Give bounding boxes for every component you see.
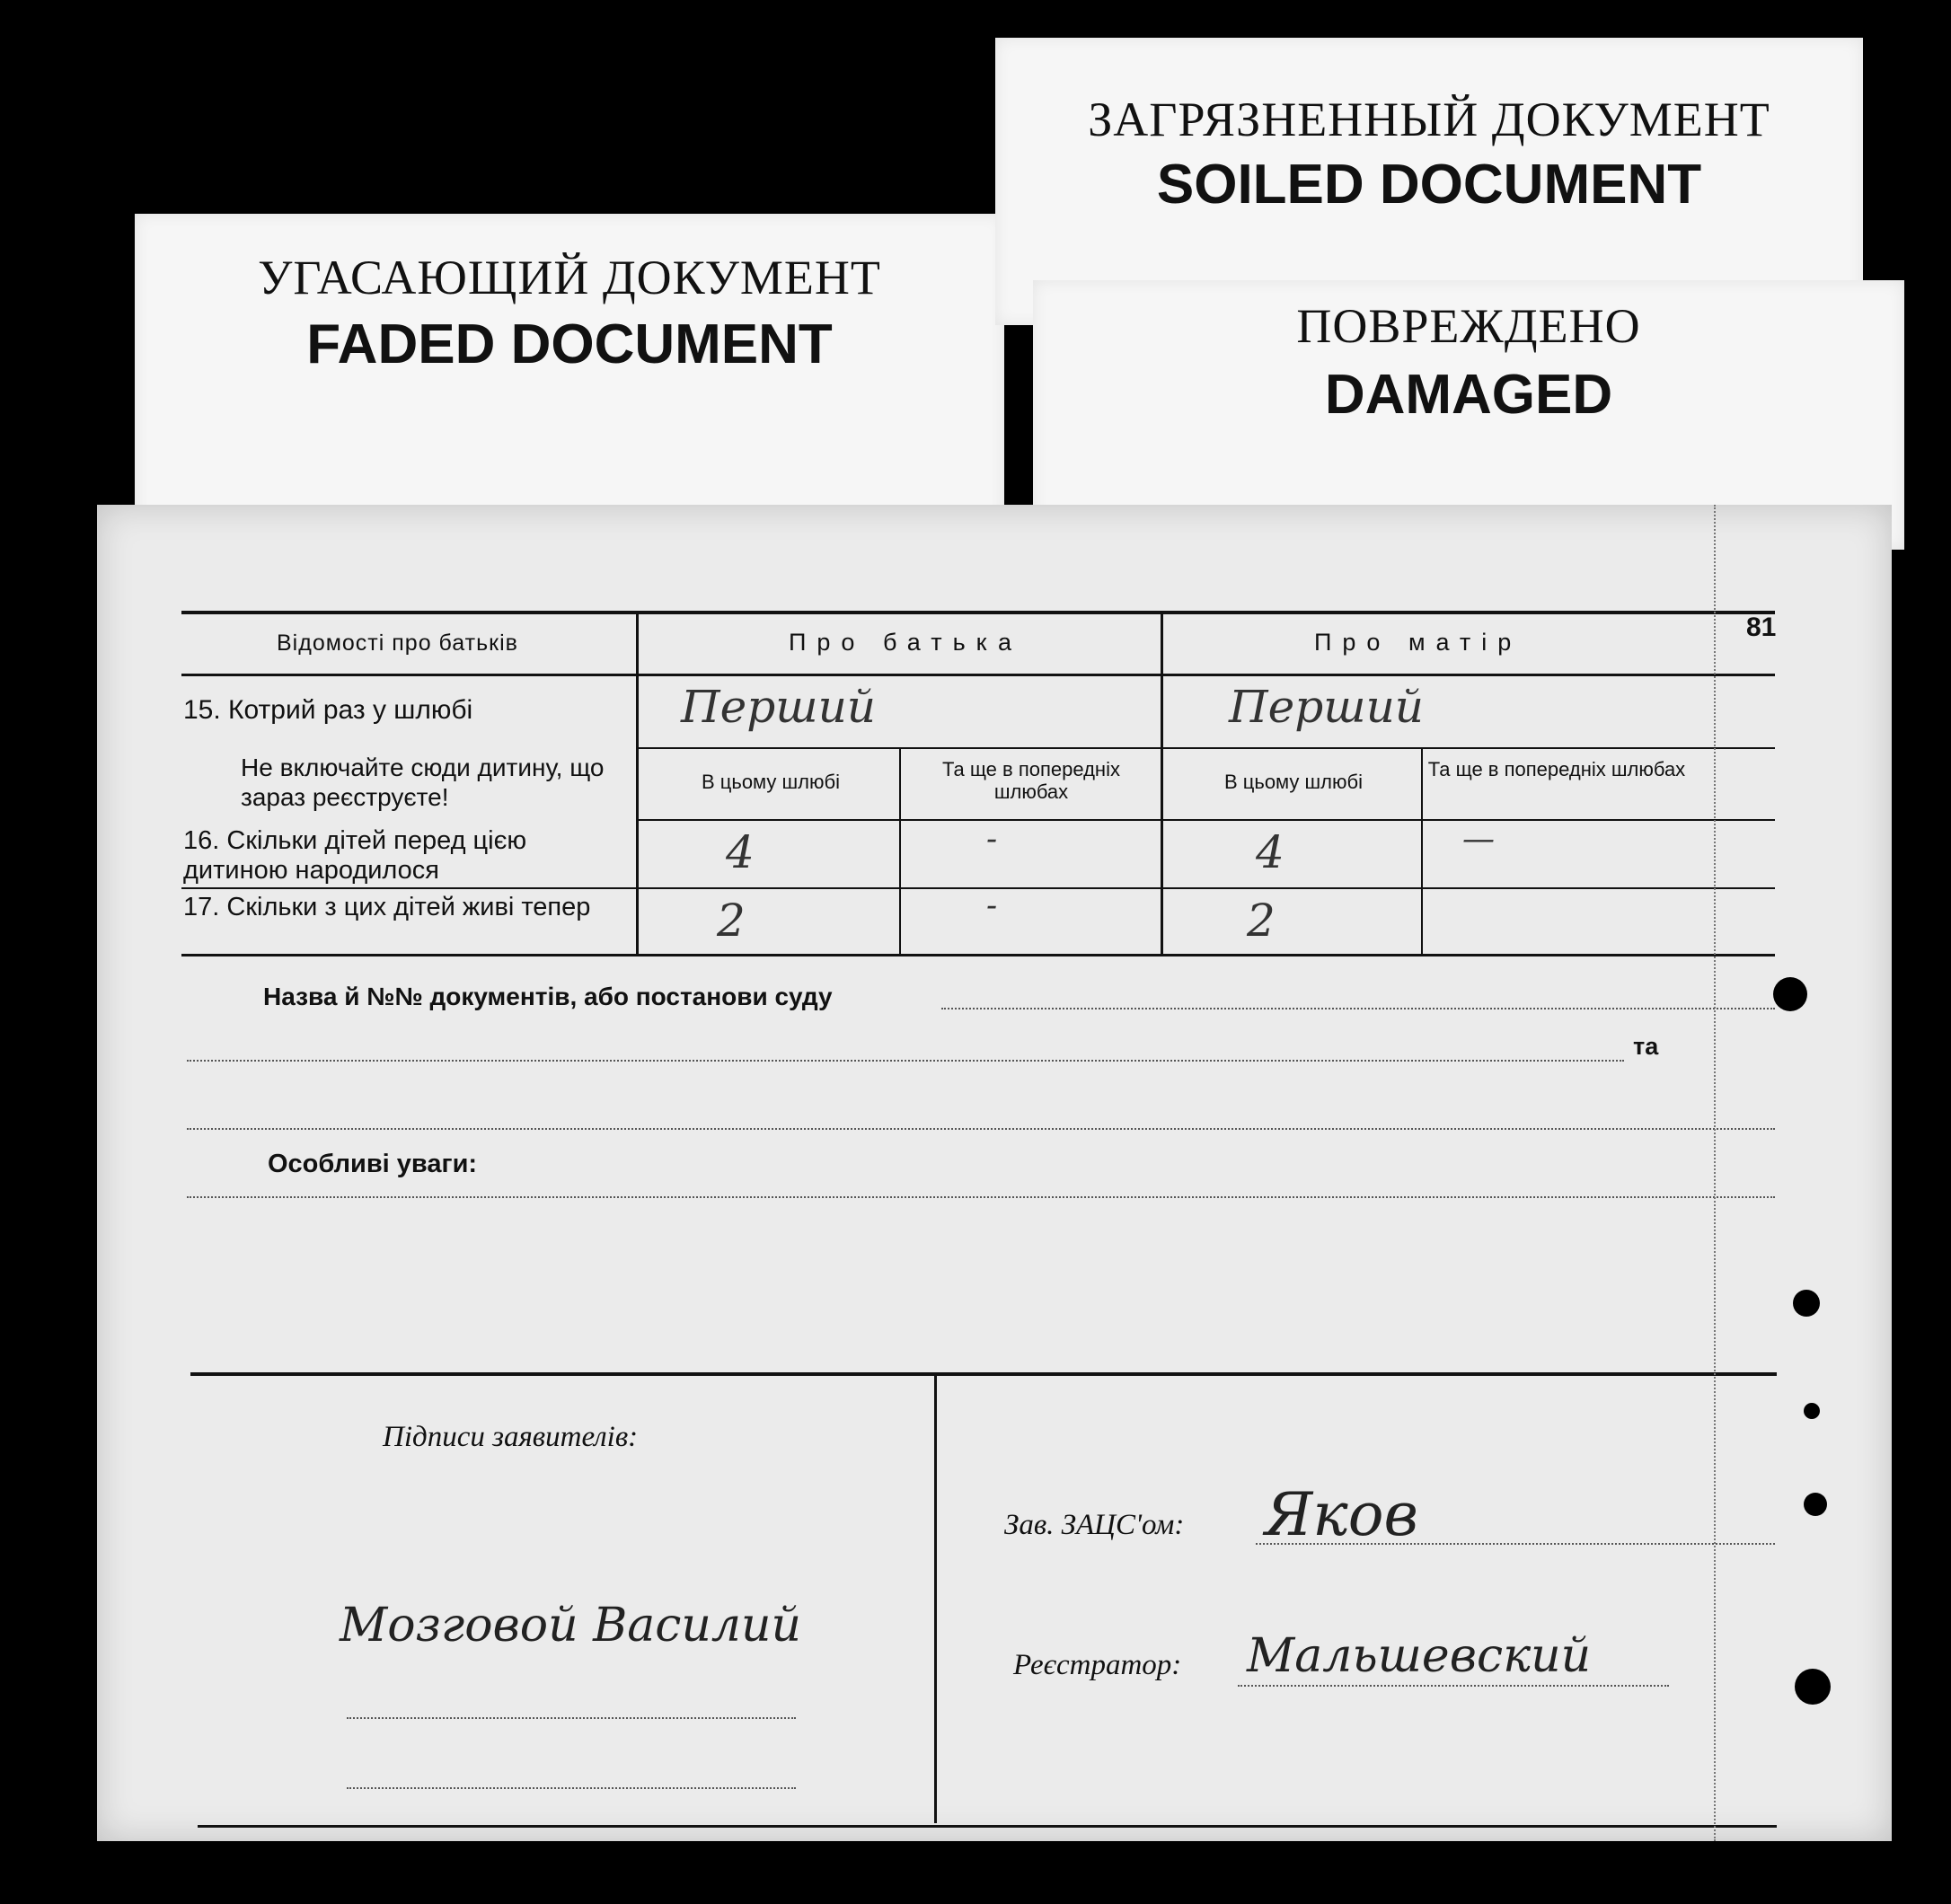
- documents-suffix: та: [1633, 1033, 1659, 1060]
- row16-mother-this: 4: [1256, 826, 1284, 878]
- table-col-line-2: [899, 747, 901, 956]
- table-bottom-line: [181, 954, 1775, 956]
- row16-mother-prev: —: [1462, 821, 1495, 858]
- table-row16-line: [181, 887, 1775, 889]
- row15-label: 15. Котрий раз у шлюбі: [183, 695, 473, 725]
- table-col-line-1: [636, 611, 639, 956]
- punch-hole: [1773, 977, 1807, 1011]
- documents-dotted-line-3: [187, 1128, 1775, 1130]
- father-previous-marriages-header: Та ще в попередніх шлюбах: [942, 758, 1120, 803]
- table-header-line: [181, 674, 1775, 676]
- soiled-label-en: SOILED DOCUMENT: [1156, 154, 1702, 216]
- punch-hole: [1804, 1403, 1820, 1419]
- head-of-registry-label: Зав. ЗАЦС'ом:: [1004, 1509, 1185, 1541]
- row16-father-this: 4: [726, 826, 755, 878]
- row16-label: 16. Скільки дітей перед цією дитиною народилося: [183, 826, 527, 885]
- applicant-dotted-line-2: [347, 1787, 796, 1789]
- soiled-label-ru: ЗАГРЯЗНЕННЫЙ ДОКУМЕНТ: [1088, 93, 1770, 146]
- applicant-signature: Мозговой Василий: [340, 1599, 802, 1653]
- remarks-label: Особливі уваги:: [268, 1150, 478, 1178]
- table-col-line-4: [1421, 747, 1423, 956]
- header-about-mother: Про матір: [1314, 629, 1523, 656]
- table-top-line: [181, 611, 1775, 614]
- perforation-line: [1714, 505, 1716, 1841]
- faded-label-en: FADED DOCUMENT: [306, 313, 833, 375]
- registrar-dotted-line: [1238, 1685, 1669, 1687]
- registrar-label: Реєстратор:: [1013, 1649, 1182, 1681]
- registration-form-sheet: [97, 505, 1892, 1841]
- exclusion-note: Не включайте сюди дитину, що зараз реєструєте!: [241, 754, 605, 811]
- applicants-signatures-label: Підписи заявителів:: [383, 1421, 639, 1453]
- remarks-dotted-line: [187, 1196, 1775, 1198]
- table-row15-line: [636, 747, 1775, 749]
- row15-mother-value: Перший: [1229, 681, 1424, 733]
- row17-father-prev: -: [986, 887, 998, 924]
- punch-hole: [1795, 1669, 1831, 1705]
- registrar-signature: Мальшевский: [1247, 1629, 1592, 1683]
- header-parents-info: Відомості про батьків: [277, 630, 518, 656]
- header-about-father: Про батька: [789, 629, 1023, 656]
- row16-father-prev: -: [986, 821, 998, 858]
- head-dotted-line: [1256, 1543, 1775, 1545]
- signature-block-divider: [934, 1376, 937, 1823]
- row17-father-this: 2: [717, 895, 746, 947]
- faded-label-ru: УГАСАЮЩИЙ ДОКУМЕНТ: [258, 251, 881, 304]
- table-subheader-line: [636, 819, 1775, 821]
- damaged-label-ru: ПОВРЕЖДЕНО: [1296, 299, 1641, 353]
- documents-dotted-line-1: [941, 1008, 1775, 1009]
- head-of-registry-signature: Яков: [1265, 1480, 1418, 1549]
- table-col-line-3: [1161, 611, 1163, 956]
- damaged-label-en: DAMAGED: [1324, 364, 1613, 426]
- punch-hole: [1804, 1493, 1827, 1516]
- documents-label: Назва й №№ документів, або постанови суду: [263, 983, 833, 1010]
- row17-mother-this: 2: [1247, 895, 1276, 947]
- mother-previous-marriages-header: Та ще в попередніх шлюбах: [1427, 758, 1686, 780]
- documents-dotted-line-2: [187, 1060, 1624, 1062]
- applicant-dotted-line-1: [347, 1717, 796, 1719]
- row17-label: 17. Скільки з цих дітей живі тепер: [183, 893, 591, 921]
- mother-this-marriage-header: В цьому шлюбі: [1223, 771, 1364, 793]
- signature-block-bottom-line: [198, 1825, 1777, 1828]
- row15-father-value: Перший: [681, 681, 876, 733]
- father-this-marriage-header: В цьому шлюбі: [701, 771, 841, 793]
- margin-number: 81: [1746, 613, 1777, 642]
- signature-block-top-line: [190, 1372, 1777, 1376]
- punch-hole: [1793, 1290, 1820, 1317]
